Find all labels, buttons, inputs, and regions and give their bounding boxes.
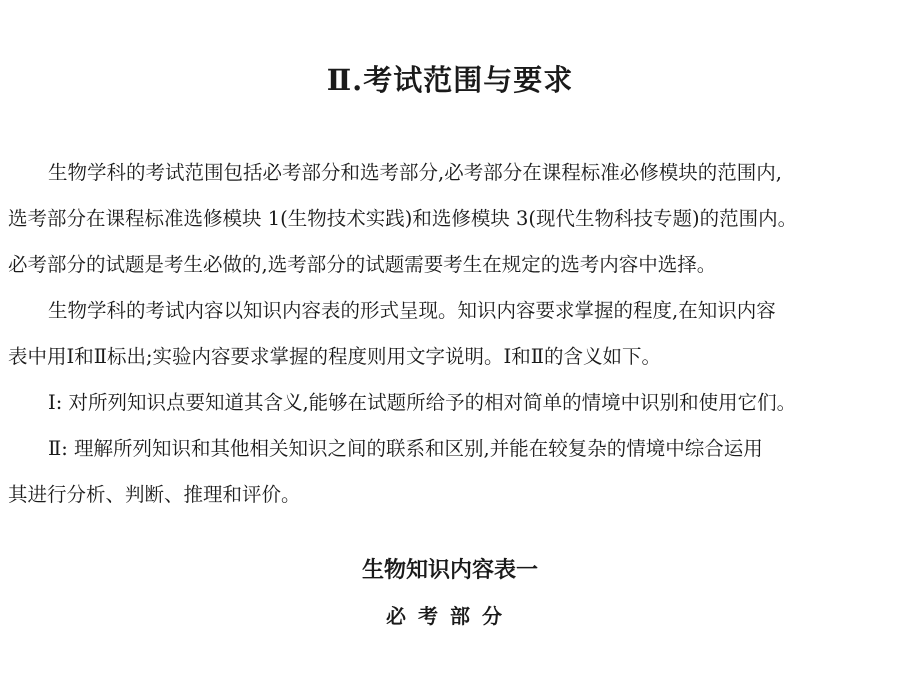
paragraph-1-line-2: 选考部分在课程标准选修模块 1(生物技术实践)和选修模块 3(现代生物科技专题)的范围内。	[8, 207, 798, 230]
paragraph-4-line-1: Ⅱ: 理解所列知识和其他相关知识之间的联系和区别,并能在较复杂的情境中综合运用	[48, 437, 763, 460]
paragraph-3-line-1: Ⅰ: 对所列知识点要知道其含义,能够在试题所给予的相对简单的情境中识别和使用它们。	[48, 391, 797, 414]
paragraph-1-line-3: 必考部分的试题是考生必做的,选考部分的试题需要考生在规定的选考内容中选择。	[8, 253, 717, 276]
table-title: 生物知识内容表一	[361, 557, 538, 583]
paragraph-2-line-1: 生物学科的考试内容以知识内容表的形式呈现。知识内容要求掌握的程度,在知识内容	[48, 299, 776, 322]
paragraph-2-line-2: 表中用Ⅰ和Ⅱ标出;实验内容要求掌握的程度则用文字说明。Ⅰ和Ⅱ的含义如下。	[8, 345, 661, 368]
section-label: 必考部分	[386, 604, 514, 628]
page-title: Ⅱ.考试范围与要求	[326, 63, 574, 97]
document-body	[8, 150, 878, 518]
paragraph-1-line-1: 生物学科的考试范围包括必考部分和选考部分,必考部分在课程标准必修模块的范围内,	[48, 161, 782, 184]
paragraph-4-line-2: 其进行分析、判断、推理和评价。	[8, 483, 301, 506]
